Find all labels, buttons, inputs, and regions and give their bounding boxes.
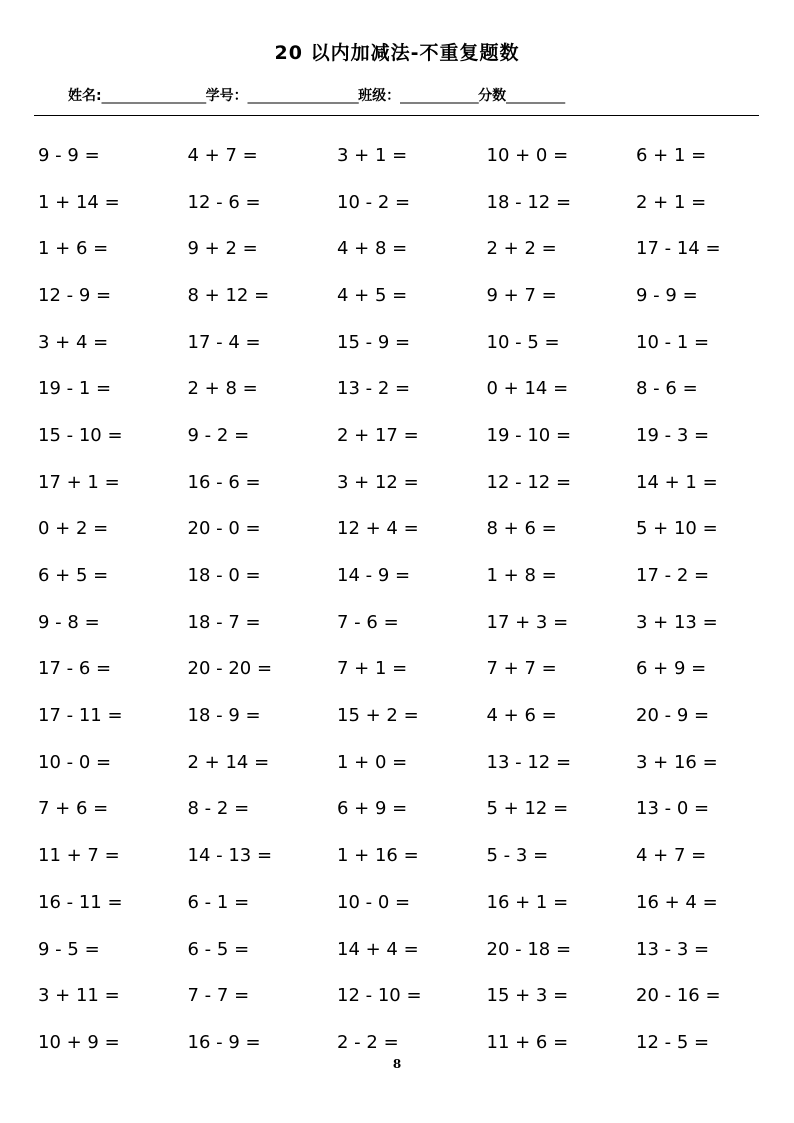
math-problem: 8 + 12 =: [187, 284, 270, 306]
math-problem: 20 - 18 =: [486, 938, 572, 960]
problem-row: [38, 272, 778, 319]
math-problem: 13 - 12 =: [486, 751, 572, 773]
math-problem: 19 - 1 =: [38, 378, 112, 400]
math-problem: 14 - 13 =: [187, 845, 273, 867]
math-problem: 16 - 9 =: [187, 1031, 261, 1053]
math-problem: 17 - 4 =: [187, 331, 261, 353]
name-label: 姓名:: [68, 88, 102, 104]
problem-row: [38, 179, 778, 226]
math-problem: 3 + 11 =: [38, 985, 120, 1007]
math-problem: 17 - 11 =: [38, 705, 123, 727]
math-problem: 9 - 5 =: [38, 938, 100, 960]
math-problem: 6 - 5 =: [187, 938, 250, 960]
math-problem: 16 - 6 =: [187, 471, 261, 493]
math-problem: 17 - 14 =: [636, 238, 721, 260]
math-problem: 16 - 11 =: [38, 891, 123, 913]
problem-row: [38, 692, 778, 739]
math-problem: 10 - 0 =: [337, 891, 411, 913]
math-problem: 4 + 7 =: [636, 845, 707, 867]
problem-row: [38, 739, 778, 786]
problem-row: [38, 506, 778, 553]
problem-row: [38, 365, 778, 412]
math-problem: 0 + 2 =: [38, 518, 109, 540]
class-label: 班级：: [358, 88, 401, 104]
math-problem: 7 - 6 =: [337, 611, 399, 633]
math-problem: 10 - 5 =: [486, 331, 560, 353]
math-problem: 3 + 4 =: [38, 331, 109, 353]
math-problem: 7 + 6 =: [38, 798, 109, 820]
math-problem: 6 + 9 =: [337, 798, 408, 820]
math-problem: 12 - 5 =: [636, 1031, 710, 1053]
math-problem: 17 + 1 =: [38, 471, 120, 493]
math-problem: 15 - 10 =: [38, 424, 123, 446]
math-problem: 3 + 13 =: [636, 611, 718, 633]
math-problem: 12 - 10 =: [337, 985, 422, 1007]
math-problem: 18 - 7 =: [187, 611, 261, 633]
math-problem: 7 - 7 =: [187, 985, 250, 1007]
math-problem: 13 - 0 =: [636, 798, 710, 820]
math-problem: 12 - 9 =: [38, 284, 112, 306]
math-problem: 19 - 10 =: [486, 424, 572, 446]
problem-row: [38, 879, 778, 926]
math-problem: 5 + 10 =: [636, 518, 718, 540]
student-id-label: 学号：: [205, 88, 248, 104]
math-problem: 11 + 6 =: [486, 1031, 569, 1053]
problem-row: [38, 599, 778, 646]
math-problem: 16 + 1 =: [486, 891, 569, 913]
math-problem: 14 + 1 =: [636, 471, 718, 493]
problem-row: [38, 552, 778, 599]
math-problem: 16 + 4 =: [636, 891, 718, 913]
score-blank: _________: [506, 88, 565, 104]
math-problem: 18 - 9 =: [187, 705, 261, 727]
math-problem: 2 + 2 =: [486, 238, 557, 260]
problem-row: [38, 972, 778, 1019]
math-problem: 13 - 3 =: [636, 938, 710, 960]
math-problem: 18 - 0 =: [187, 565, 261, 587]
math-problem: 9 - 2 =: [187, 424, 250, 446]
math-problem: 10 + 9 =: [38, 1031, 120, 1053]
math-problem: 17 - 2 =: [636, 565, 710, 587]
math-problem: 4 + 8 =: [337, 238, 408, 260]
math-problem: 12 - 12 =: [486, 471, 572, 493]
math-problem: 7 + 1 =: [337, 658, 408, 680]
math-problem: 9 - 9 =: [38, 144, 100, 166]
math-problem: 5 + 12 =: [486, 798, 569, 820]
math-problem: 1 + 16 =: [337, 845, 419, 867]
score-label: 分数: [478, 88, 507, 104]
math-problem: 15 + 3 =: [486, 985, 569, 1007]
math-problem: 6 + 5 =: [38, 565, 109, 587]
math-problem: 2 + 8 =: [187, 378, 258, 400]
math-problem: 5 - 3 =: [486, 845, 549, 867]
math-problem: 2 + 14 =: [187, 751, 270, 773]
problem-row: [38, 786, 778, 833]
math-problem: 3 + 16 =: [636, 751, 718, 773]
math-problem: 7 + 7 =: [486, 658, 557, 680]
math-problem: 2 - 2 =: [337, 1031, 399, 1053]
math-problem: 14 - 9 =: [337, 565, 411, 587]
math-problem: 6 - 1 =: [187, 891, 250, 913]
name-blank: ________________: [101, 88, 206, 104]
math-problem: 4 + 6 =: [486, 705, 557, 727]
math-problem: 11 + 7 =: [38, 845, 120, 867]
math-problem: 6 + 1 =: [636, 144, 707, 166]
math-problem: 9 + 7 =: [486, 284, 557, 306]
math-problem: 8 - 2 =: [187, 798, 250, 820]
math-problem: 20 - 20 =: [187, 658, 273, 680]
math-problem: 20 - 0 =: [187, 518, 261, 540]
header-divider: [34, 115, 759, 116]
math-problem: 8 + 6 =: [486, 518, 557, 540]
math-problem: 3 + 12 =: [337, 471, 419, 493]
math-problem: 18 - 12 =: [486, 191, 572, 213]
math-problem: 15 + 2 =: [337, 705, 419, 727]
problem-row: [38, 132, 778, 179]
problem-row: [38, 459, 778, 506]
math-problem: 14 + 4 =: [337, 938, 419, 960]
math-problem: 3 + 1 =: [337, 144, 408, 166]
problem-row: [38, 832, 778, 879]
math-problem: 1 + 6 =: [38, 238, 109, 260]
worksheet-title: 20 以内加减法-不重复题数: [274, 42, 520, 64]
class-blank: ____________: [400, 88, 479, 104]
math-problem: 1 + 14 =: [38, 191, 120, 213]
math-problem: 12 - 6 =: [187, 191, 261, 213]
math-problem: 10 - 1 =: [636, 331, 710, 353]
math-problem: 20 - 9 =: [636, 705, 710, 727]
math-problem: 0 + 14 =: [486, 378, 569, 400]
problem-row: [38, 412, 778, 459]
math-problem: 9 - 9 =: [636, 284, 698, 306]
math-problem: 9 + 2 =: [187, 238, 258, 260]
student-id-blank: _________________: [247, 88, 359, 104]
student-info-line: [68, 85, 565, 105]
math-problem: 17 - 6 =: [38, 658, 112, 680]
math-problem: 12 + 4 =: [337, 518, 419, 540]
math-problem: 4 + 7 =: [187, 144, 258, 166]
math-problem: 4 + 5 =: [337, 284, 408, 306]
math-problem: 9 - 8 =: [38, 611, 100, 633]
problem-row: [38, 225, 778, 272]
math-problem: 6 + 9 =: [636, 658, 707, 680]
math-problem: 8 - 6 =: [636, 378, 698, 400]
math-problem: 1 + 8 =: [486, 565, 557, 587]
math-problem: 17 + 3 =: [486, 611, 569, 633]
math-problem: 10 - 2 =: [337, 191, 411, 213]
math-problem: 13 - 2 =: [337, 378, 411, 400]
page-number: 8: [392, 1057, 402, 1071]
math-problem: 2 + 17 =: [337, 424, 419, 446]
math-problem: 2 + 1 =: [636, 191, 707, 213]
problem-row: [38, 926, 778, 973]
math-problem: 1 + 0 =: [337, 751, 408, 773]
math-problem: 20 - 16 =: [636, 985, 721, 1007]
problem-grid: [38, 132, 778, 1066]
problem-row: [38, 646, 778, 693]
math-problem: 10 + 0 =: [486, 144, 569, 166]
math-problem: 15 - 9 =: [337, 331, 411, 353]
math-problem: 19 - 3 =: [636, 424, 710, 446]
math-problem: 10 - 0 =: [38, 751, 112, 773]
problem-row: [38, 319, 778, 366]
